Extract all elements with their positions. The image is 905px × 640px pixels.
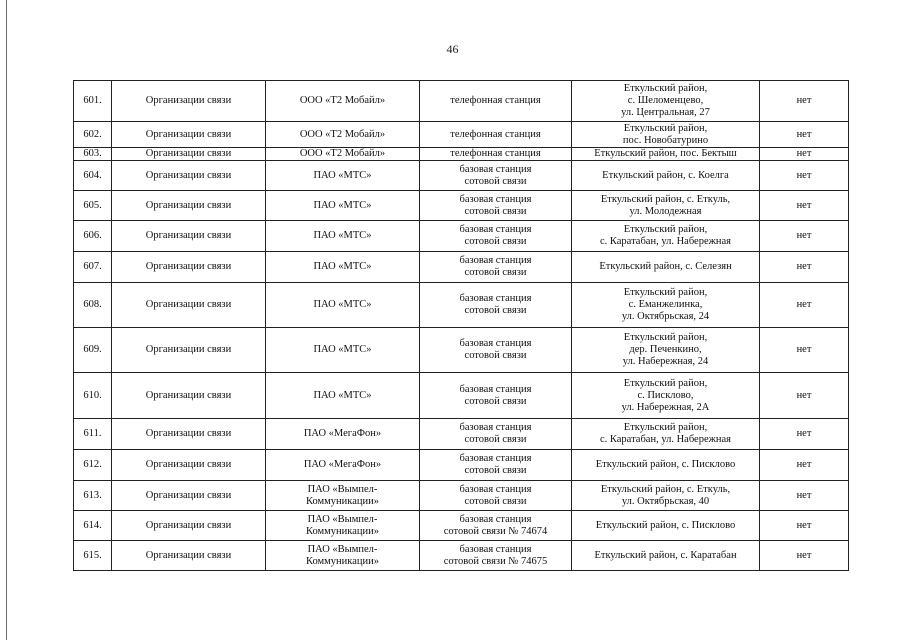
- address-cell-line: Еткульский район,: [623, 332, 708, 343]
- address-cell-line: с. Каратабан, ул. Набережная: [600, 434, 731, 445]
- row-number-cell: 602.: [74, 122, 112, 148]
- object-type-cell: [420, 221, 572, 252]
- object-type-cell-line: базовая станция: [459, 422, 532, 433]
- table-row: [74, 450, 849, 481]
- status-cell: нет: [760, 373, 849, 419]
- owner-cell: [266, 191, 420, 221]
- object-type-cell-line: сотовой связи № 74675: [443, 555, 548, 567]
- row-number-cell: 601.: [74, 81, 112, 122]
- object-type-cell-line: сотовой связи: [464, 465, 527, 476]
- table-row: [74, 419, 849, 450]
- owner-cell: [266, 481, 420, 511]
- address-cell-line: Еткульский район,: [623, 422, 708, 433]
- object-type-cell: [420, 283, 572, 328]
- owner-cell-line: ПАО «Вымпел-: [307, 513, 378, 525]
- object-type-cell: [420, 450, 572, 481]
- owner-cell: [266, 283, 420, 328]
- address-cell-line: ул. Набережная, 2А: [621, 401, 710, 413]
- address-cell-line: Еткульский район, с. Каратабан: [594, 549, 737, 561]
- owner-cell-line: ПАО «Вымпел-: [307, 543, 378, 555]
- owner-cell-line: Коммуникации»: [305, 495, 380, 507]
- object-type-cell: [420, 511, 572, 541]
- category-cell: Организации связи: [112, 481, 266, 511]
- owner-cell-line: ООО «Т2 Мобайл»: [299, 148, 386, 159]
- owner-cell: [266, 81, 420, 122]
- object-type-cell: [420, 191, 572, 221]
- owner-cell: [266, 148, 420, 161]
- status-cell: нет: [760, 541, 849, 571]
- table-row: [74, 328, 849, 373]
- address-cell-line: Еткульский район, с. Еткуль,: [600, 193, 731, 205]
- address-cell-line: ул. Набережная, 24: [622, 356, 709, 367]
- owner-cell-line: Коммуникации»: [305, 555, 380, 567]
- status-cell: нет: [760, 161, 849, 191]
- category-cell: Организации связи: [112, 511, 266, 541]
- object-type-cell: [420, 161, 572, 191]
- category-cell: Организации связи: [112, 541, 266, 571]
- registry-table: [73, 80, 849, 571]
- address-cell: [572, 161, 760, 191]
- address-cell: [572, 191, 760, 221]
- table-row: [74, 148, 849, 161]
- object-type-cell: [420, 252, 572, 283]
- address-cell-line: Еткульский район,: [623, 224, 708, 235]
- address-cell-line: Еткульский район,: [623, 287, 708, 298]
- owner-cell: [266, 450, 420, 481]
- object-type-cell-line: телефонная станция: [450, 95, 541, 106]
- address-cell-line: Еткульский район, с. Писклово: [595, 459, 736, 470]
- address-cell: [572, 221, 760, 252]
- table-row: [74, 252, 849, 283]
- category-cell: Организации связи: [112, 122, 266, 148]
- status-cell: нет: [760, 419, 849, 450]
- object-type-cell: [420, 373, 572, 419]
- owner-cell-line: ПАО «МТС»: [313, 261, 372, 272]
- owner-cell-line: ПАО «МТС»: [313, 299, 372, 310]
- owner-cell: [266, 221, 420, 252]
- owner-cell-line: ПАО «МегаФон»: [303, 428, 382, 439]
- address-cell: [572, 148, 760, 161]
- address-cell: [572, 419, 760, 450]
- owner-cell: [266, 511, 420, 541]
- object-type-cell-line: базовая станция: [459, 543, 532, 555]
- status-cell: нет: [760, 328, 849, 373]
- address-cell-line: с. Еманжелинка,: [628, 299, 703, 310]
- object-type-cell: [420, 419, 572, 450]
- row-number-cell: 613.: [74, 481, 112, 511]
- owner-cell-line: ПАО «МТС»: [313, 389, 372, 401]
- address-cell-line: Еткульский район, с. Писклово: [595, 519, 736, 531]
- owner-cell-line: ООО «Т2 Мобайл»: [299, 95, 386, 106]
- object-type-cell-line: базовая станция: [459, 383, 532, 395]
- category-cell: Организации связи: [112, 191, 266, 221]
- category-cell: Организации связи: [112, 81, 266, 122]
- row-number-cell: 611.: [74, 419, 112, 450]
- status-cell: нет: [760, 252, 849, 283]
- object-type-cell-line: базовая станция: [459, 453, 532, 464]
- owner-cell: [266, 328, 420, 373]
- address-cell: [572, 283, 760, 328]
- row-number-cell: 605.: [74, 191, 112, 221]
- table-row: [74, 511, 849, 541]
- owner-cell-line: ПАО «МТС»: [313, 344, 372, 355]
- address-cell-line: с. Каратабан, ул. Набережная: [600, 236, 731, 247]
- object-type-cell-line: сотовой связи: [464, 267, 527, 278]
- status-cell: нет: [760, 511, 849, 541]
- object-type-cell: [420, 481, 572, 511]
- object-type-cell-line: сотовой связи: [464, 236, 527, 247]
- object-type-cell-line: сотовой связи: [464, 205, 527, 217]
- category-cell: Организации связи: [112, 283, 266, 328]
- object-type-cell-line: базовая станция: [459, 255, 532, 266]
- row-number-cell: 614.: [74, 511, 112, 541]
- table-row: [74, 161, 849, 191]
- address-cell: [572, 450, 760, 481]
- table-row: [74, 481, 849, 511]
- owner-cell-line: ПАО «МТС»: [313, 169, 372, 181]
- object-type-cell-line: сотовой связи: [464, 395, 527, 407]
- address-cell-line: Еткульский район,: [623, 83, 708, 94]
- category-cell: Организации связи: [112, 148, 266, 161]
- table-row: [74, 81, 849, 122]
- address-cell: [572, 122, 760, 148]
- status-cell: нет: [760, 221, 849, 252]
- status-cell: нет: [760, 191, 849, 221]
- page-left-border: [6, 0, 7, 640]
- object-type-cell-line: сотовой связи № 74674: [443, 525, 548, 537]
- row-number-cell: 609.: [74, 328, 112, 373]
- category-cell: Организации связи: [112, 221, 266, 252]
- address-cell-line: Еткульский район, с. Селезян: [599, 261, 732, 272]
- status-cell: нет: [760, 122, 849, 148]
- owner-cell: [266, 161, 420, 191]
- row-number-cell: 607.: [74, 252, 112, 283]
- object-type-cell-line: телефонная станция: [450, 128, 541, 140]
- row-number-cell: 608.: [74, 283, 112, 328]
- object-type-cell-line: сотовой связи: [464, 350, 527, 361]
- table-row: [74, 191, 849, 221]
- category-cell: Организации связи: [112, 373, 266, 419]
- owner-cell-line: Коммуникации»: [305, 525, 380, 537]
- row-number-cell: 606.: [74, 221, 112, 252]
- page-number: 46: [446, 42, 459, 56]
- address-cell-line: Еткульский район,: [623, 377, 708, 389]
- owner-cell-line: ООО «Т2 Мобайл»: [299, 128, 386, 140]
- address-cell: [572, 81, 760, 122]
- address-cell: [572, 328, 760, 373]
- status-cell: нет: [760, 81, 849, 122]
- address-cell-line: Еткульский район, с. Еткуль,: [600, 483, 731, 495]
- address-cell: [572, 373, 760, 419]
- object-type-cell: [420, 148, 572, 161]
- address-cell: [572, 252, 760, 283]
- table-row: [74, 373, 849, 419]
- object-type-cell: [420, 81, 572, 122]
- address-cell-line: пос. Новобатурино: [622, 134, 709, 146]
- table-row: [74, 122, 849, 148]
- owner-cell: [266, 252, 420, 283]
- address-cell-line: дер. Печенкино,: [629, 344, 702, 355]
- status-cell: нет: [760, 450, 849, 481]
- table-row: [74, 283, 849, 328]
- address-cell: [572, 541, 760, 571]
- registry-table-body: [74, 81, 849, 571]
- owner-cell-line: ПАО «МТС»: [313, 199, 372, 211]
- row-number-cell: 603.: [74, 148, 112, 161]
- owner-cell: [266, 419, 420, 450]
- address-cell: [572, 511, 760, 541]
- address-cell-line: ул. Октябрьская, 24: [621, 311, 710, 322]
- row-number-cell: 604.: [74, 161, 112, 191]
- object-type-cell-line: базовая станция: [459, 483, 532, 495]
- object-type-cell-line: базовая станция: [459, 193, 532, 205]
- owner-cell-line: ПАО «Вымпел-: [307, 483, 378, 495]
- status-cell: нет: [760, 481, 849, 511]
- address-cell-line: Еткульский район,: [623, 122, 708, 134]
- owner-cell: [266, 122, 420, 148]
- row-number-cell: 615.: [74, 541, 112, 571]
- object-type-cell-line: сотовой связи: [464, 175, 527, 187]
- category-cell: Организации связи: [112, 450, 266, 481]
- object-type-cell-line: сотовой связи: [464, 434, 527, 445]
- category-cell: Организации связи: [112, 252, 266, 283]
- object-type-cell-line: базовая станция: [459, 293, 532, 304]
- status-cell: нет: [760, 148, 849, 161]
- row-number-cell: 610.: [74, 373, 112, 419]
- object-type-cell-line: сотовой связи: [464, 305, 527, 316]
- address-cell-line: ул. Центральная, 27: [621, 107, 710, 118]
- status-cell: нет: [760, 283, 849, 328]
- address-cell-line: ул. Октябрьская, 40: [621, 495, 710, 507]
- owner-cell: [266, 373, 420, 419]
- object-type-cell-line: базовая станция: [459, 338, 532, 349]
- table-row: [74, 541, 849, 571]
- object-type-cell-line: базовая станция: [459, 163, 532, 175]
- owner-cell: [266, 541, 420, 571]
- address-cell-line: Еткульский район, пос. Бектыш: [594, 148, 737, 159]
- object-type-cell-line: базовая станция: [459, 513, 532, 525]
- owner-cell-line: ПАО «МТС»: [313, 230, 372, 241]
- address-cell-line: с. Писклово,: [637, 389, 694, 401]
- category-cell: Организации связи: [112, 419, 266, 450]
- object-type-cell: [420, 122, 572, 148]
- owner-cell-line: ПАО «МегаФон»: [303, 459, 382, 470]
- object-type-cell-line: телефонная станция: [450, 148, 541, 159]
- category-cell: Организации связи: [112, 328, 266, 373]
- address-cell: [572, 481, 760, 511]
- table-row: [74, 221, 849, 252]
- object-type-cell: [420, 541, 572, 571]
- row-number-cell: 612.: [74, 450, 112, 481]
- address-cell-line: с. Шеломенцево,: [627, 95, 704, 106]
- address-cell-line: ул. Молодежная: [629, 205, 702, 217]
- address-cell-line: Еткульский район, с. Коелга: [602, 169, 729, 181]
- category-cell: Организации связи: [112, 161, 266, 191]
- object-type-cell-line: базовая станция: [459, 224, 532, 235]
- object-type-cell: [420, 328, 572, 373]
- object-type-cell-line: сотовой связи: [464, 495, 527, 507]
